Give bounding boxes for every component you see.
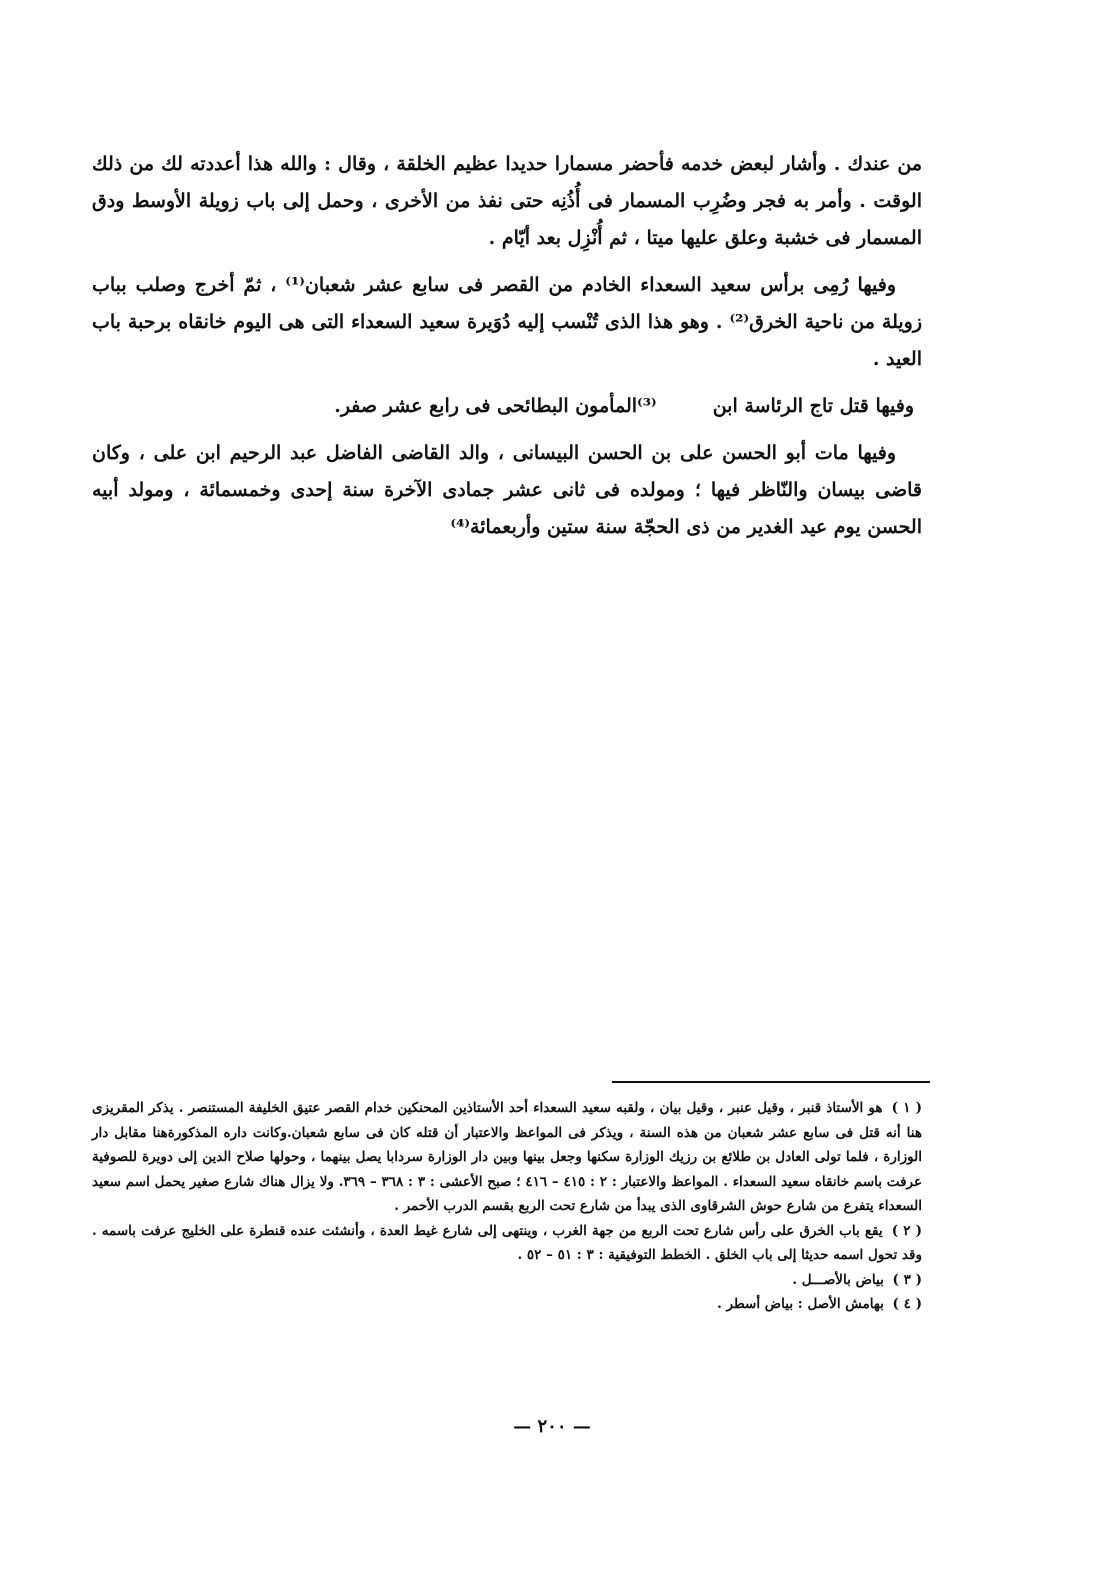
- footnote-2-number: ( ٢ ): [891, 1222, 922, 1239]
- footnote-2-text: يقع باب الخرق على رأس شارع تحت الربع من جهة الغرب ، وينتهى إلى شارع غيط العدة ، وأنشئت عنده قنطرة على الخليج عرفت باسمه . وقد تحول اسمه حديثا إلى باب الخلق . الخطط التوفيقية : ٣ : ٥١ – ٥٢ .: [92, 1222, 922, 1263]
- paragraph-4: وفيها مات أبو الحسن على بن الحسن البيسانى ، والد القاضى الفاضل عبد الرحيم ابن على ، وكان قاضى بيسان والنّاظر فيها ؛ ومولده فى ثانى عشر جمادى الآخرة سنة إحدى وخمسمائة ، ومولد أبيه الحسن يوم عيد الغدير من ذى الحجّة سنة ستين وأربعمائة⁽⁴⁾: [92, 442, 922, 538]
- paragraph-3-start: وفيها قتل تاج الرئاسة ابن: [712, 395, 914, 417]
- footnote-4: [92, 1292, 922, 1317]
- footnote-divider: [612, 1081, 930, 1083]
- main-text: [92, 146, 922, 556]
- footnotes: [92, 1096, 922, 1317]
- footnote-1-text: هو الأستاذ قنبر ، وقيل عنبر ، وقيل بيان ، ولقبه سعيد السعداء أحد الأستاذين المحنكين خدام القصر عتيق الخليفة المستنصر . يذكر المقريزى هنا أنه قتل فى سابع عشر شعبان من هذه السنة ، ويذكر فى المواعظ والاعتبار أن قتله كان فى سابع شعبان.وكانت داره المذكورةهنا مقابل دار الوزارة ، فلما تولى العادل بن طلائع بن رزيك الوزارة سكنها وجعل بينها وبين دار الوزارة سردابا يصل بينهما ، وحولها صلاح الدين إلى دويرة للصوفية عرفت باسم خانقاه سعيد السعداء . المواعظ والاعتبار : ٢ : ٤١٥ – ٤١٦ ؛ صبح الأعشى : ٣ : ٣٦٨ – ٣٦٩. ولا يزال هناك شارع صغير يحمل اسم سعيد السعداء يتفرع من شارع حوش الشرقاوى الذى يبدأ من شارع تحت الربع بقسم الدرب الأحمر .: [92, 1100, 923, 1214]
- footnote-3: [92, 1268, 922, 1293]
- footnote-3-text: بياض بالأصـــل .: [792, 1271, 884, 1288]
- footnote-3-number: ( ٣ ): [892, 1271, 922, 1288]
- paragraph-2: وفيها رُمِى برأس سعيد السعداء الخادم من القصر فى سابع عشر شعبان⁽¹⁾ ، ثمّ أخرج وصلب بباب زويلة من ناحية الخرق⁽²⁾ . وهو هذا الذى تُنْسب إليه دُوَيرة سعيد السعداء التى هى اليوم خانقاه برحبة باب العيد .: [92, 274, 922, 370]
- footnote-2: [92, 1219, 922, 1268]
- footnote-1: [92, 1096, 922, 1219]
- page-number: — ٢٠٠ —: [513, 1416, 591, 1437]
- footnote-4-text: بهامش الأصل : بياض أسطر .: [717, 1296, 884, 1312]
- footnote-4-number: ( ٤ ): [892, 1296, 922, 1312]
- footnote-1-number: ( ١ ): [891, 1100, 922, 1116]
- paragraph-1: من عندك . وأشار لبعض خدمه فأحضر مسمارا حديدا عظيم الخلقة ، وقال : والله هذا أعددته لك من ذلك الوقت . وأمر به فجر وضُرِب المسمار فى أُذُنِه حتى نفذ من الأخرى ، وحمل إلى باب زويلة الأوسط ودق المسمار فى خشبة وعلق عليها ميتا ، ثم أُنْزِل بعد أيّام .: [92, 153, 922, 249]
- paragraph-3-end: ⁽³⁾المأمون البطائحى فى رابع عشر صفر.: [334, 395, 657, 417]
- paragraph-3: [92, 388, 922, 425]
